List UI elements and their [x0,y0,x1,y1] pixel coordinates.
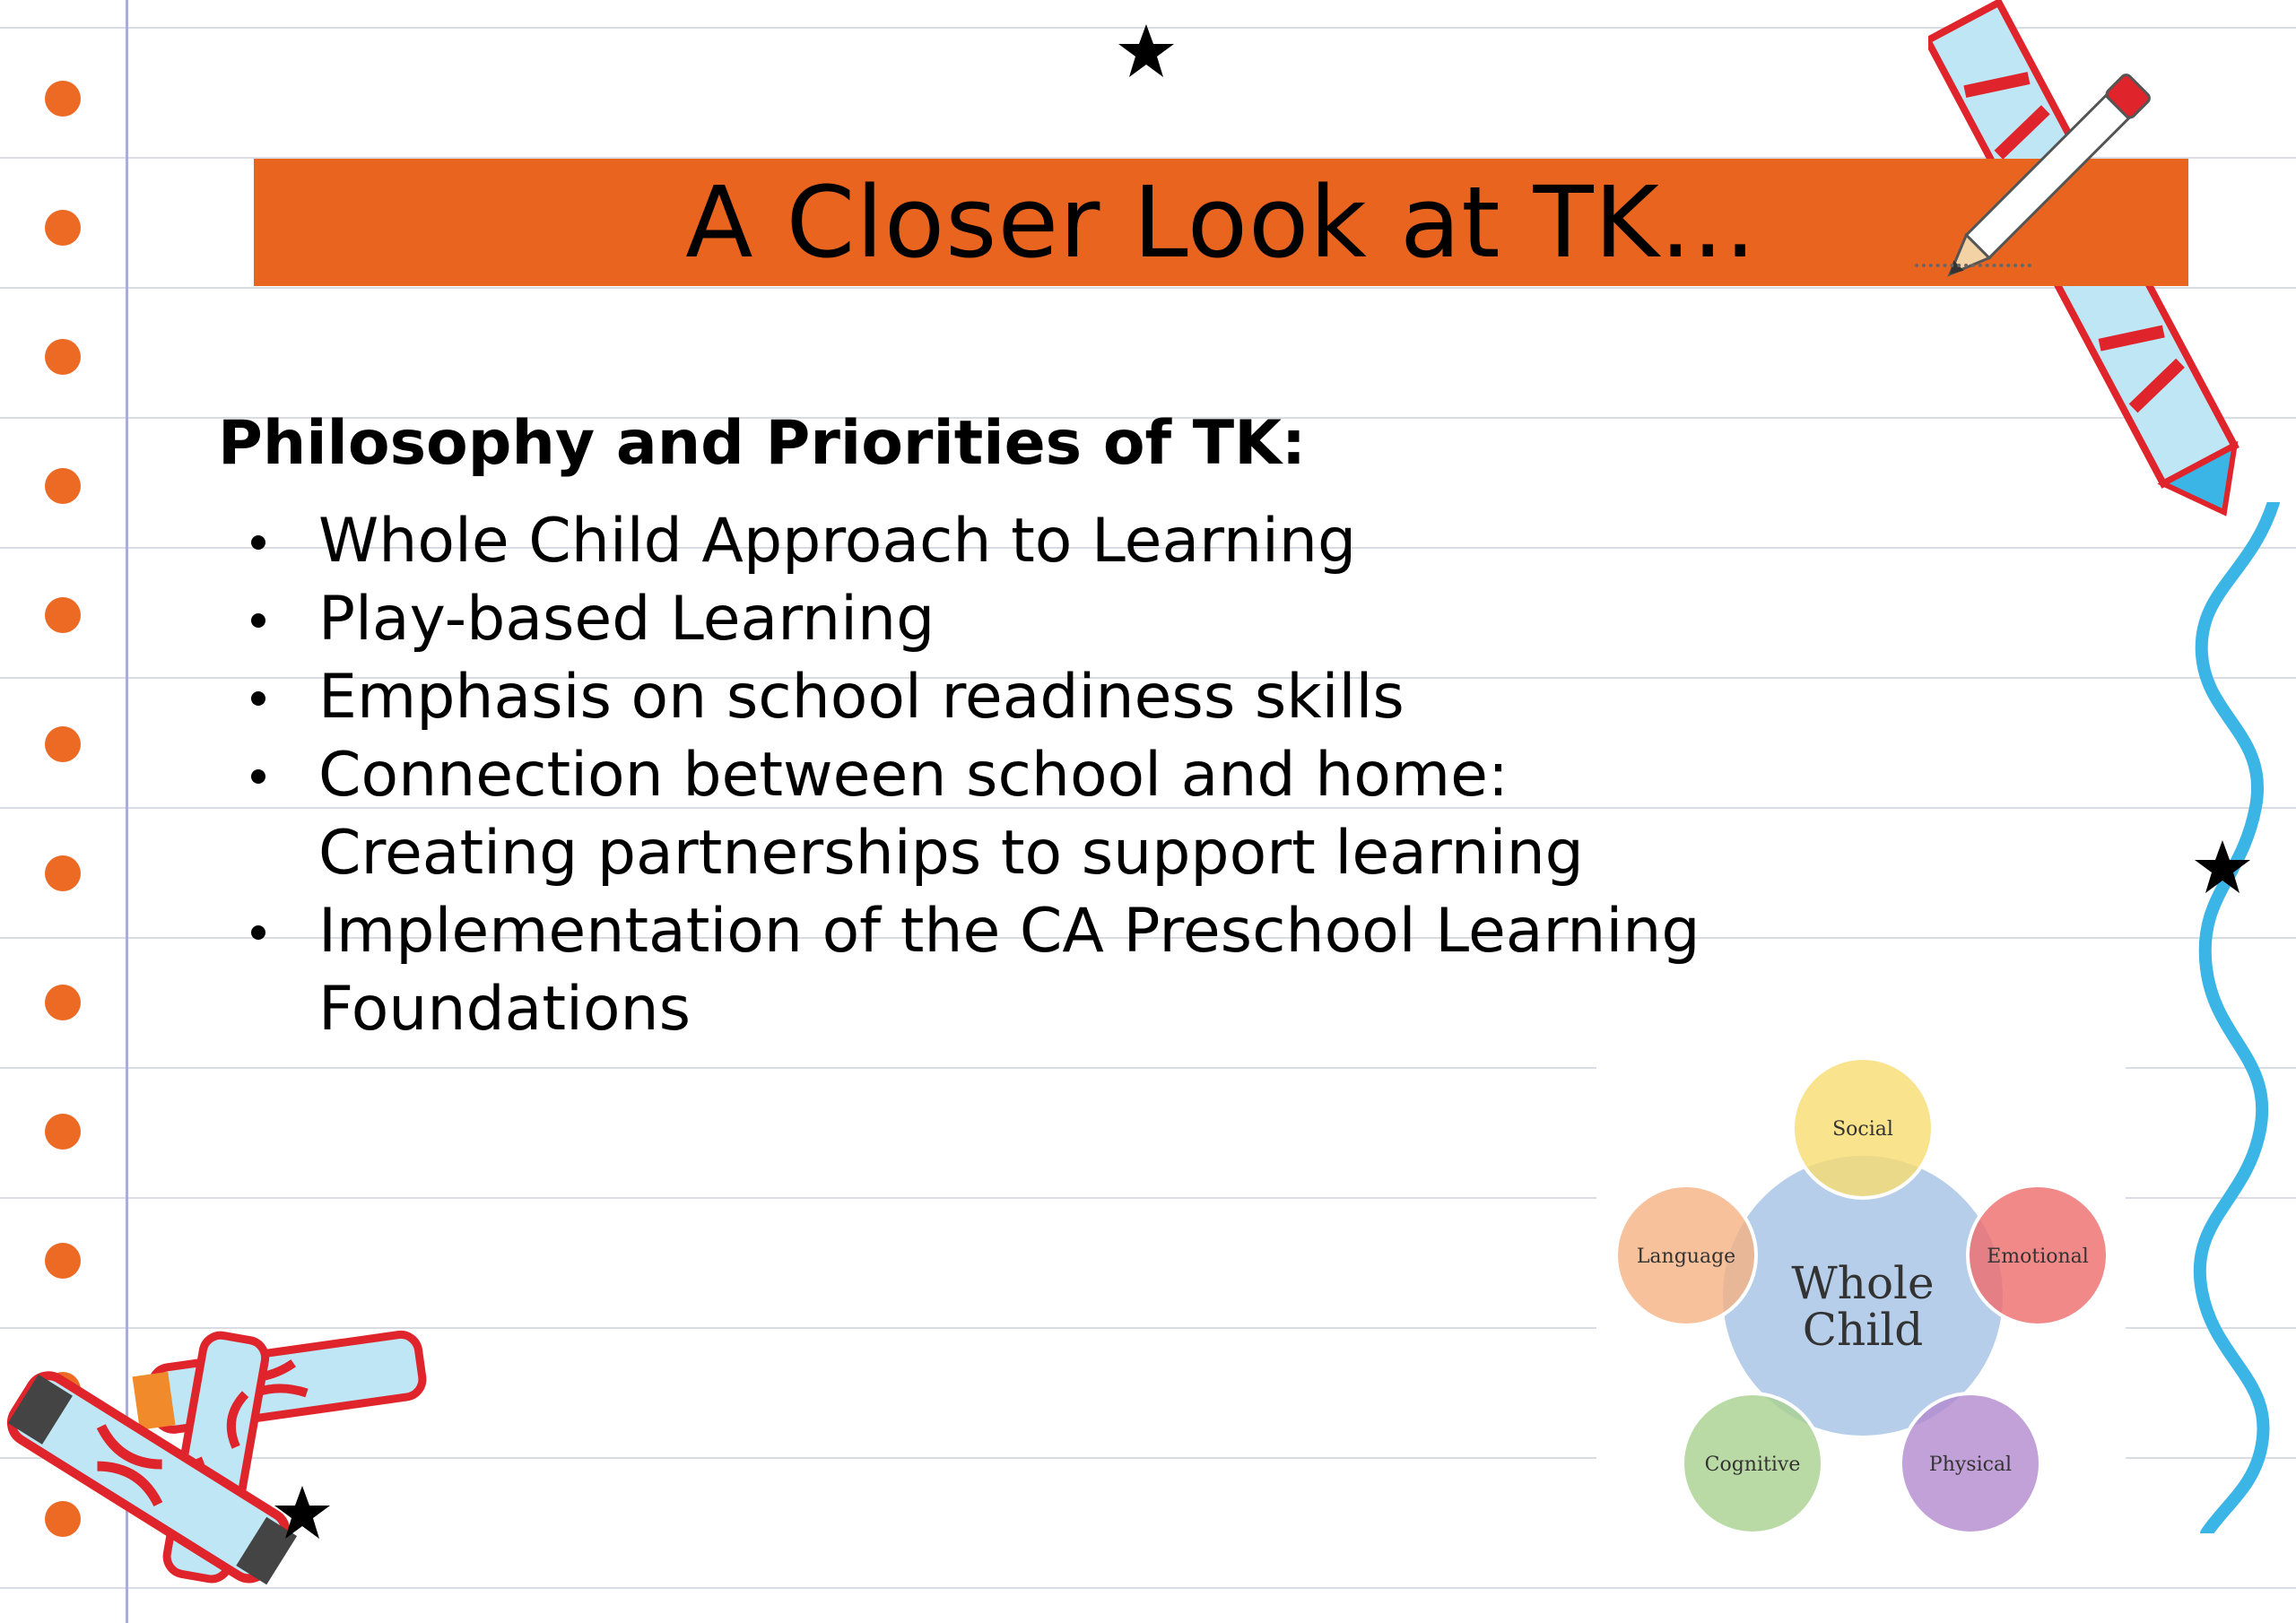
diagram-center-label: Child [1802,1304,1924,1356]
bullet-icon [251,769,265,784]
hole-icon [45,985,81,1020]
star-icon [274,1484,331,1541]
list-item-text: Emphasis on school readiness skills [318,662,1405,733]
star-icon [2194,838,2251,896]
bullet-list [242,502,1767,1048]
list-item [242,892,1767,1048]
list-item [242,502,1767,580]
page-title: A Closer Look at TK... [685,165,1757,280]
bullet-icon [251,535,265,550]
hole-icon [45,726,81,762]
diagram-node-label: Cognitive [1704,1454,1801,1476]
bullet-icon [251,613,265,628]
crayons-decoration [0,1300,466,1623]
section-heading: Philosophy and Priorities of TK: [218,408,1307,479]
diagram-node-label: Physical [1928,1454,2013,1476]
whole-child-diagram [1596,1040,2126,1542]
hole-icon [45,855,81,891]
bullet-icon [251,925,265,940]
hole-icon [45,210,81,246]
squiggle-decoration [2170,502,2296,1533]
list-item [242,580,1767,658]
list-item-text: Whole Child Approach to Learning [318,506,1357,577]
dotted-line [1915,264,2031,267]
star-icon [1118,22,1175,80]
list-item-text: Connection between school and home: Creating partnerships to support learning [318,740,1584,889]
list-item [242,736,1767,892]
diagram-node-label: Language [1636,1245,1736,1268]
hole-icon [45,1114,81,1150]
hole-icon [45,339,81,375]
list-item-text: Play-based Learning [318,584,935,655]
hole-icon [45,1243,81,1279]
diagram-node-label: Emotional [1987,1245,2089,1268]
list-item-text: Implementation of the CA Preschool Learning Foundations [318,896,1700,1045]
hole-icon [45,597,81,633]
pencil-icon [1910,54,2197,287]
list-item [242,658,1767,736]
diagram-center-label: Whole [1791,1257,1935,1309]
hole-icon [45,81,81,117]
bullet-icon [251,691,265,706]
hole-icon [45,468,81,504]
diagram-node-label: Social [1832,1118,1893,1141]
